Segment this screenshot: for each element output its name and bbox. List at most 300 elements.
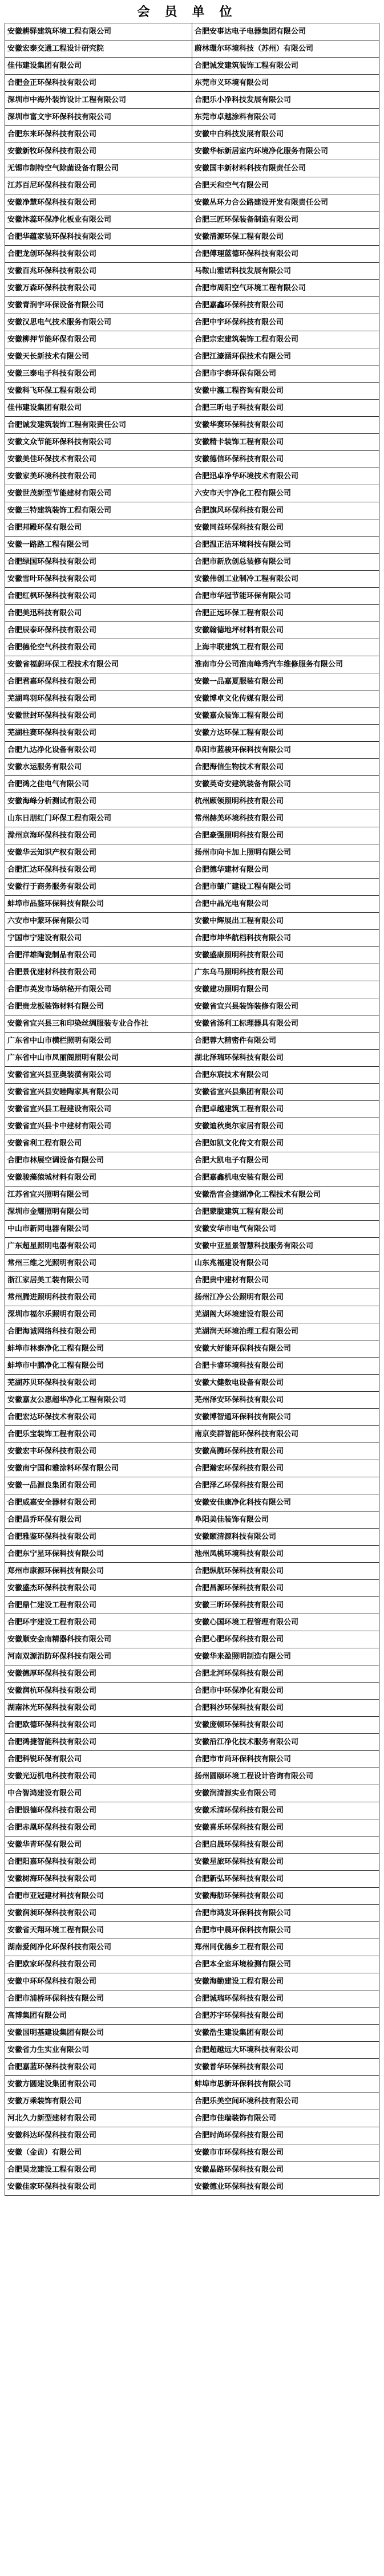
member-name-left: 合肥邦殿环保有限公司	[5, 519, 192, 537]
member-name-left: 安徽润杭环保科技有限公司	[5, 1683, 192, 1700]
member-name-left: 常州腾进照明科技有限公司	[5, 1289, 192, 1306]
member-name-right: 安徽高腾环保科技有限公司	[192, 1443, 379, 1460]
member-name-left: 安徽文众节能环保科技有限公司	[5, 434, 192, 451]
table-row	[5, 1973, 379, 1990]
member-name-left: 郑州市康源环保科技有限公司	[5, 1563, 192, 1580]
member-name-left: 合肥红枫环保科技有限公司	[5, 588, 192, 605]
member-name-right: 安徽迪秋奥尔家居有限公司	[192, 1118, 379, 1135]
member-name-right: 合肥市中环保净化有限公司	[192, 1683, 379, 1700]
member-name-right: 合肥德华建材有限公司	[192, 862, 379, 879]
member-name-left: 安徽省福蔚环保工程技术有限公司	[5, 656, 192, 673]
member-name-right: 安徽博智通环保科技有限公司	[192, 1409, 379, 1426]
member-name-left: 芜湖鸣羽环保科技有限公司	[5, 690, 192, 708]
member-name-right: 湖北泽瑞环保科技有限公司	[192, 1050, 379, 1067]
table-row	[5, 126, 379, 143]
table-row	[5, 1015, 379, 1033]
member-name-right: 合肥乐美空间环境科技有限公司	[192, 2093, 379, 2110]
member-name-right: 合肥市周阳空气环境工程有限公司	[192, 280, 379, 297]
member-name-left: 安徽耕驿建筑环境工程有限公司	[5, 23, 192, 40]
table-row	[5, 2144, 379, 2161]
member-name-left: 安徽汉思电气技术服务有限公司	[5, 314, 192, 331]
member-name-right: 安徽嘉众装饰工程有限公司	[192, 708, 379, 725]
member-name-right: 合肥市宇泰环保有限公司	[192, 365, 379, 383]
member-name-right: 合肥宗宏建筑装饰工程有限公司	[192, 331, 379, 348]
table-row	[5, 229, 379, 246]
member-name-left: 深圳市富文宇环保科技有限公司	[5, 109, 192, 126]
table-row	[5, 605, 379, 622]
member-name-right: 安徽大好能环保科技有限公司	[192, 1340, 379, 1358]
table-row	[5, 776, 379, 793]
table-row	[5, 998, 379, 1015]
table-row	[5, 1169, 379, 1187]
table-row	[5, 1358, 379, 1375]
table-row	[5, 1802, 379, 1819]
table-row	[5, 1392, 379, 1409]
table-row	[5, 913, 379, 930]
member-name-left: 合肥九达净化设备有限公司	[5, 742, 192, 759]
member-name-left: 合肥市亚冠建材科技有限公司	[5, 1888, 192, 1905]
member-name-right: 合肥东宸技术有限公司	[192, 1067, 379, 1084]
member-name-right: 安徽方达环保工程有限公司	[192, 725, 379, 742]
member-name-left: 安徽国明基建设集团有限公司	[5, 2025, 192, 2042]
member-name-left: 安徽光迈机电科技有限公司	[5, 1768, 192, 1785]
table-row	[5, 1768, 379, 1785]
member-name-right: 安徽安华市电气有限公司	[192, 1221, 379, 1238]
member-name-left: 合肥市浦桥环保科技有限公司	[5, 1990, 192, 2008]
member-name-left: 合肥绿国环保科技有限公司	[5, 554, 192, 571]
member-name-left: 安徽一品源良集团有限公司	[5, 1477, 192, 1494]
member-name-right: 安徽安佳康净化科技有限公司	[192, 1494, 379, 1512]
table-row	[5, 1050, 379, 1067]
member-name-right: 安徽浩生建设集团有限公司	[192, 2025, 379, 2042]
member-name-left: 合肥欧家环保科技有限公司	[5, 1956, 192, 1973]
member-name-left: 安徽宏泰交通工程设计研究院	[5, 40, 192, 58]
member-name-left: 安徽净慧环保科技有限公司	[5, 194, 192, 212]
table-row	[5, 690, 379, 708]
table-row	[5, 1221, 379, 1238]
table-row	[5, 40, 379, 58]
member-name-right: 蔚林環尔环境科技（苏州）有限公司	[192, 40, 379, 58]
member-name-left: 合肥君嘉环保科技有限公司	[5, 673, 192, 690]
table-row	[5, 1512, 379, 1529]
table-row	[5, 947, 379, 964]
member-name-right: 芜湖阁大环境建设有限公司	[192, 1306, 379, 1323]
member-name-left: 合肥阳嘉环保科技有限公司	[5, 1854, 192, 1871]
table-row	[5, 1631, 379, 1648]
table-row	[5, 708, 379, 725]
member-name-right: 安徽建功照明有限公司	[192, 981, 379, 998]
member-name-right: 安徽禾清环保科技有限公司	[192, 1802, 379, 1819]
member-name-right: 安徽润清源实业有限公司	[192, 1785, 379, 1802]
member-name-right: 合肥大凯电子有限公司	[192, 1152, 379, 1169]
member-name-left: 安徽骏藻猿城材料有限公司	[5, 1169, 192, 1187]
table-row	[5, 23, 379, 40]
member-name-right: 合肥如凯文化传文有限公司	[192, 1135, 379, 1152]
member-name-left: 安徽省宜兴县安睦陶家具有限公司	[5, 1084, 192, 1101]
member-name-right: 安徽盛康照明科技有限公司	[192, 947, 379, 964]
table-row	[5, 896, 379, 913]
table-row	[5, 434, 379, 451]
member-name-left: 安徽方圆建设集团有限公司	[5, 2076, 192, 2093]
table-row	[5, 1426, 379, 1443]
member-name-left: 安徽中环环保科技有限公司	[5, 1973, 192, 1990]
member-name-left: 合肥鼎仁建设工程有限公司	[5, 1597, 192, 1614]
member-name-left: 广东省中山市横栏照明有限公司	[5, 1033, 192, 1050]
member-name-left: 合肥汇达环保科技有限公司	[5, 862, 192, 879]
member-name-right: 合肥纵航环保科技有限公司	[192, 1563, 379, 1580]
member-name-right: 安徽华来盈照明制造有限公司	[192, 1648, 379, 1665]
table-row	[5, 656, 379, 673]
member-name-right: 安徽德业环保科技有限公司	[192, 2179, 379, 2196]
member-name-right: 合肥昌源环保科技有限公司	[192, 1580, 379, 1597]
table-row	[5, 1272, 379, 1289]
table-row	[5, 1597, 379, 1614]
member-name-left: 安徽天长新技术有限公司	[5, 348, 192, 365]
table-row	[5, 143, 379, 160]
table-row	[5, 1118, 379, 1135]
member-name-left: 安徽省天翔环境工程有限公司	[5, 1922, 192, 1939]
member-name-right: 安徽同益环保科技有限公司	[192, 519, 379, 537]
table-row	[5, 451, 379, 468]
member-name-left: 安徽万乘装饰有限公司	[5, 2093, 192, 2110]
member-name-right: 山东兆福建设有限公司	[192, 1255, 379, 1272]
member-name-right: 上海丰联建筑工程有限公司	[192, 639, 379, 656]
table-row	[5, 1546, 379, 1563]
member-name-left: 合肥赤凰环保科技有限公司	[5, 1819, 192, 1836]
member-name-right: 合肥傅理蓝德环保科技有限公司	[192, 246, 379, 263]
member-name-right: 阜阳市蓝骏环保科技有限公司	[192, 742, 379, 759]
member-name-left: 合肥鸿之佳电气有限公司	[5, 776, 192, 793]
table-row	[5, 519, 379, 537]
member-name-left: 中山市新同电器有限公司	[5, 1221, 192, 1238]
member-name-right: 南京奕群智能环保科技有限公司	[192, 1426, 379, 1443]
table-row	[5, 297, 379, 314]
member-name-right: 合肥市华冠节能环保有限公司	[192, 588, 379, 605]
member-name-left: 河南双源消防环保科技有限公司	[5, 1648, 192, 1665]
table-row	[5, 622, 379, 639]
member-name-right: 安徽精卡装饰工程有限公司	[192, 434, 379, 451]
table-row	[5, 827, 379, 844]
member-name-left: 安徽顺安金南精器科技有限公司	[5, 1631, 192, 1648]
member-name-right: 安徽博卓文化传媒有限公司	[192, 690, 379, 708]
member-name-right: 常州赫美环境科技有限公司	[192, 810, 379, 827]
member-name-left: 无锡市制特空气除菌设备有限公司	[5, 160, 192, 177]
table-row	[5, 810, 379, 827]
member-name-left: 合肥鸿捷智能科技有限公司	[5, 1734, 192, 1751]
member-name-left: 合肥环宇建设工程有限公司	[5, 1614, 192, 1631]
table-row	[5, 844, 379, 862]
table-row	[5, 673, 379, 690]
member-name-left: 安徽世茂新型节能建材有限公司	[5, 485, 192, 502]
member-name-left: 合肥海诚网络科技有限公司	[5, 1323, 192, 1340]
table-row	[5, 1289, 379, 1306]
member-name-left: 合肥辰泰环保科技有限公司	[5, 622, 192, 639]
table-row	[5, 1665, 379, 1683]
table-row	[5, 1443, 379, 1460]
member-name-right: 安徽普华环保科技有限公司	[192, 2059, 379, 2076]
member-name-right: 合肥泽乙环保科技有限公司	[192, 1477, 379, 1494]
table-row	[5, 1836, 379, 1854]
member-name-left: 合肥威嘉安全器材有限公司	[5, 1494, 192, 1512]
member-name-left: 高博集团有限公司	[5, 2008, 192, 2025]
member-name-right: 安徽市市环保科技有限公司	[192, 2144, 379, 2161]
member-name-right: 安徽丛环力合公路建设开发有限责任公司	[192, 194, 379, 212]
member-name-left: 中合智鸿建设有限公司	[5, 1785, 192, 1802]
member-name-right: 安徽国丰新材料科技有限责任公司	[192, 160, 379, 177]
member-name-right: 合肥市佳瑞装饰有限公司	[192, 2110, 379, 2127]
member-name-left: 安徽世封环保科技有限公司	[5, 708, 192, 725]
table-row	[5, 1187, 379, 1204]
table-row	[5, 1340, 379, 1358]
member-name-right: 芜州泽安环保科技有限公司	[192, 1392, 379, 1409]
member-name-right: 合肥本全室环境检测有限公司	[192, 1956, 379, 1973]
member-name-right: 池州凤桃环境科技有限公司	[192, 1546, 379, 1563]
member-name-right: 安徽一品嘉夏服装有限公司	[192, 673, 379, 690]
table-row	[5, 862, 379, 879]
table-row	[5, 639, 379, 656]
member-name-left: 安徽嘉友公惠超华净化工程有限公司	[5, 1392, 192, 1409]
member-name-right: 安徽三昕环保科技有限公司	[192, 1597, 379, 1614]
member-name-right: 安徽中辉展出工程有限公司	[192, 913, 379, 930]
member-name-right: 郑州同优德乡工程有限公司	[192, 1939, 379, 1956]
table-row	[5, 742, 379, 759]
member-name-left: 合肥金正环保科技有限公司	[5, 75, 192, 92]
member-name-left: 安徽一路路工程有限公司	[5, 537, 192, 554]
table-row	[5, 2179, 379, 2196]
member-name-left: 合肥昌乔环保有限公司	[5, 1512, 192, 1529]
member-name-left: 合肥科锐环保有限公司	[5, 1751, 192, 1768]
member-name-left: 安徽佳家环保科技有限公司	[5, 2179, 192, 2196]
table-row	[5, 485, 379, 502]
member-name-left: 安徽三泰电子科技有限公司	[5, 365, 192, 383]
member-name-left: 芜湖柱赛环保科技有限公司	[5, 725, 192, 742]
table-row	[5, 2042, 379, 2059]
table-row	[5, 1854, 379, 1871]
member-name-left: 滁州京海环保科技有限公司	[5, 827, 192, 844]
member-name-left: 合肥洋雄陶瓷制品有限公司	[5, 947, 192, 964]
member-name-right: 合肥市坤华航档科技有限公司	[192, 930, 379, 947]
table-row	[5, 759, 379, 776]
member-name-right: 安徽中白科技发展有限公司	[192, 126, 379, 143]
member-name-right: 合肥市新欣创总装修有限公司	[192, 554, 379, 571]
table-row	[5, 502, 379, 519]
member-name-right: 合肥科沙环保科技有限公司	[192, 1700, 379, 1717]
member-name-left: 合肥嘉蓝环保科技有限公司	[5, 2059, 192, 2076]
member-name-left: 合肥东来环保科技有限公司	[5, 126, 192, 143]
member-name-right: 合肥市肇广建设工程有限公司	[192, 879, 379, 896]
member-name-right: 扬州圆颐环境工程设计咨询有限公司	[192, 1768, 379, 1785]
member-name-right: 安徽中亚星景智慧科技服务有限公司	[192, 1238, 379, 1255]
member-name-left: 蚌埠市林泰净化工程有限公司	[5, 1340, 192, 1358]
member-name-right: 合肥三昕电子科技有限公司	[192, 400, 379, 417]
table-row	[5, 1494, 379, 1512]
table-row	[5, 2161, 379, 2179]
table-row	[5, 1990, 379, 2008]
member-name-right: 合肥安事达电子电器集团有限公司	[192, 23, 379, 40]
table-row	[5, 92, 379, 109]
member-name-left: 安徽万森环保科技有限公司	[5, 280, 192, 297]
member-name-right: 合肥诚瑞环保科技有限公司	[192, 1990, 379, 2008]
member-name-left: 合肥诚发建筑装饰工程有限责任公司	[5, 417, 192, 434]
member-name-right: 安徽庞顿环保科技有限公司	[192, 1717, 379, 1734]
table-row	[5, 1939, 379, 1956]
table-row	[5, 160, 379, 177]
table-row	[5, 1409, 379, 1426]
member-name-left: 合肥华蕴家装环保科技有限公司	[5, 229, 192, 246]
table-row	[5, 314, 379, 331]
member-name-right: 安徽心国环境工程管理有限公司	[192, 1614, 379, 1631]
member-name-right: 合肥三匠环保装备制造有限公司	[192, 212, 379, 229]
table-row	[5, 1306, 379, 1323]
table-row	[5, 1255, 379, 1272]
member-name-left: 安徽盛杰环保科技有限公司	[5, 1580, 192, 1597]
member-name-right: 合肥乐小净科技发展有限公司	[192, 92, 379, 109]
table-row	[5, 263, 379, 280]
table-row	[5, 468, 379, 485]
member-name-right: 安徽华标新居室内环境净化服务有限公司	[192, 143, 379, 160]
member-name-left: 江苏省宜兴照明有限公司	[5, 1187, 192, 1204]
table-row	[5, 1084, 379, 1101]
member-name-left: 安徽润昶环保科技有限公司	[5, 1905, 192, 1922]
table-row	[5, 930, 379, 947]
member-name-left: 安徽海峰分析测试有限公司	[5, 793, 192, 810]
member-name-left: 安徽省宜兴县三和印染丝绸服装专业合作社	[5, 1015, 192, 1033]
member-name-right: 合肥江濠涵环保技术有限公司	[192, 348, 379, 365]
member-name-left: 安徽雪叶环保科技有限公司	[5, 571, 192, 588]
table-row	[5, 725, 379, 742]
member-name-right: 安徽华赛环保科技有限公司	[192, 417, 379, 434]
table-row	[5, 1101, 379, 1118]
member-name-right: 马鞍山雅诺科技发展有限公司	[192, 263, 379, 280]
member-name-right: 合肥市鸿发环保科技有限公司	[192, 1905, 379, 1922]
member-name-left: 蚌埠市中鹏净化工程有限公司	[5, 1358, 192, 1375]
member-name-right: 合肥瀚宏环保科技有限公司	[192, 1460, 379, 1477]
member-name-left: 安徽南宁国和雅涂料环保有限公司	[5, 1460, 192, 1477]
member-name-left: 宁国市宁建设有限公司	[5, 930, 192, 947]
table-row	[5, 383, 379, 400]
member-name-left: 安徽水运服务有限公司	[5, 759, 192, 776]
member-name-right: 合肥卓越建筑工程有限公司	[192, 1101, 379, 1118]
member-name-left: 合肥东宁星环保科技有限公司	[5, 1546, 192, 1563]
member-name-left: 佳伟建设集团有限公司	[5, 58, 192, 75]
member-name-right: 合肥蓉大精密件有限公司	[192, 1033, 379, 1050]
member-name-left: 合肥市英发市场纳秘开有限公司	[5, 981, 192, 998]
table-row	[5, 1067, 379, 1084]
member-name-left: 安徽柳押节能环保有限公司	[5, 331, 192, 348]
table-row	[5, 177, 379, 194]
member-name-left: 合肥昊龙建设工程有限公司	[5, 2161, 192, 2179]
member-name-right: 东莞市卓越涂料有限公司	[192, 109, 379, 126]
table-row	[5, 212, 379, 229]
member-name-right: 扬州市向卡加上照明有限公司	[192, 844, 379, 862]
member-name-left: 合肥欧德环保科技有限公司	[5, 1717, 192, 1734]
member-name-left: 安徽沐蕊环保净化板业有限公司	[5, 212, 192, 229]
member-name-right: 安徽清源环保工程有限公司	[192, 229, 379, 246]
table-row	[5, 365, 379, 383]
table-row	[5, 1905, 379, 1922]
member-name-left: 安徽宏丰环保科技有限公司	[5, 1443, 192, 1460]
table-row	[5, 537, 379, 554]
table-row	[5, 348, 379, 365]
member-name-right: 芜湖润天环境治理工程有限公司	[192, 1323, 379, 1340]
member-name-left: 安徽省宜兴县卡中建材有限公司	[5, 1118, 192, 1135]
member-name-right: 合肥苏宇环保科技有限公司	[192, 2008, 379, 2025]
member-name-left: 安徽百兆环保科技有限公司	[5, 263, 192, 280]
table-row	[5, 1648, 379, 1665]
table-row	[5, 331, 379, 348]
member-name-left: 合肥雅鉴环保科技有限公司	[5, 1529, 192, 1546]
member-name-right: 合肥天和空气有限公司	[192, 177, 379, 194]
member-name-right: 合肥迅卓净华环境技术有限公司	[192, 468, 379, 485]
member-name-right: 安徽喜乐环保科技有限公司	[192, 1819, 379, 1836]
member-name-right: 合肥中宇环保科技有限公司	[192, 314, 379, 331]
member-name-right: 合肥时尚环保科技有限公司	[192, 2127, 379, 2144]
table-row	[5, 75, 379, 92]
table-row	[5, 2008, 379, 2025]
table-row	[5, 2093, 379, 2110]
member-name-right: 安徽翰德地坪材料有限公司	[192, 622, 379, 639]
member-name-right: 阜阳美佳装饰有限公司	[192, 1512, 379, 1529]
table-row	[5, 1700, 379, 1717]
table-row	[5, 2110, 379, 2127]
member-name-left: 合肥龙创环保科技有限公司	[5, 246, 192, 263]
page-title: 会员单位	[137, 5, 247, 19]
member-name-right: 合肥心肥环保科技有限公司	[192, 1631, 379, 1648]
table-row	[5, 1871, 379, 1888]
member-name-right: 安徽省宜兴县装饰装修有限公司	[192, 998, 379, 1015]
member-name-left: 山东日朋红门环保工程有限公司	[5, 810, 192, 827]
table-row	[5, 1922, 379, 1939]
table-row	[5, 280, 379, 297]
table-row	[5, 1563, 379, 1580]
member-name-left: 安徽华云知识产权有限公司	[5, 844, 192, 862]
member-name-right: 合肥贵中建材有限公司	[192, 1272, 379, 1289]
member-name-left: 安徽华青环保有限公司	[5, 1836, 192, 1854]
member-name-left: 安徽省利工程有限公司	[5, 1135, 192, 1152]
member-name-left: 安徽树海环保科技有限公司	[5, 1871, 192, 1888]
member-name-left: 河北久力新型建材有限公司	[5, 2110, 192, 2127]
member-name-left: 广东省中山市凤丽阁照明有限公司	[5, 1050, 192, 1067]
member-name-right: 安徽浩宫金捷湖净化工程技术有限公司	[192, 1187, 379, 1204]
member-name-right: 合肥嘉鑫机电安装有限公司	[192, 1169, 379, 1187]
member-name-left: 合肥市林展空调设备有限公司	[5, 1152, 192, 1169]
member-name-right: 合肥旗风环保科技有限公司	[192, 502, 379, 519]
member-table	[5, 23, 379, 2196]
table-row	[5, 1152, 379, 1169]
member-name-right: 杭州顾领照明科技有限公司	[192, 793, 379, 810]
member-name-right: 合肥新弘环保科技有限公司	[192, 1871, 379, 1888]
table-row	[5, 2127, 379, 2144]
table-row	[5, 109, 379, 126]
member-name-right: 淮南市分公司淮南峰秀汽车维修服务有限公司	[192, 656, 379, 673]
member-name-left: 深圳市福尔乐照明有限公司	[5, 1306, 192, 1323]
member-name-left: 佳伟建设集团有限公司	[5, 400, 192, 417]
table-row	[5, 2076, 379, 2093]
member-name-right: 合肥蒙胧建筑工程有限公司	[192, 1204, 379, 1221]
member-name-right: 合肥市中晨环保科技有限公司	[192, 1922, 379, 1939]
table-row	[5, 1033, 379, 1050]
table-row	[5, 1529, 379, 1546]
member-name-right: 安徽颐清源科技有限公司	[192, 1529, 379, 1546]
table-row	[5, 1956, 379, 1973]
member-name-right: 合肥市市尚环保科技有限公司	[192, 1751, 379, 1768]
table-row	[5, 981, 379, 998]
member-name-left: 安徽德厚环保科技有限公司	[5, 1665, 192, 1683]
member-name-right: 广东乌马照明科技有限公司	[192, 964, 379, 981]
member-name-left: 安徽省宜兴县工程建设有限公司	[5, 1101, 192, 1118]
member-name-right: 合肥嘉鑫环保科技有限公司	[192, 297, 379, 314]
member-name-left: 安徽科飞环保工程有限公司	[5, 383, 192, 400]
